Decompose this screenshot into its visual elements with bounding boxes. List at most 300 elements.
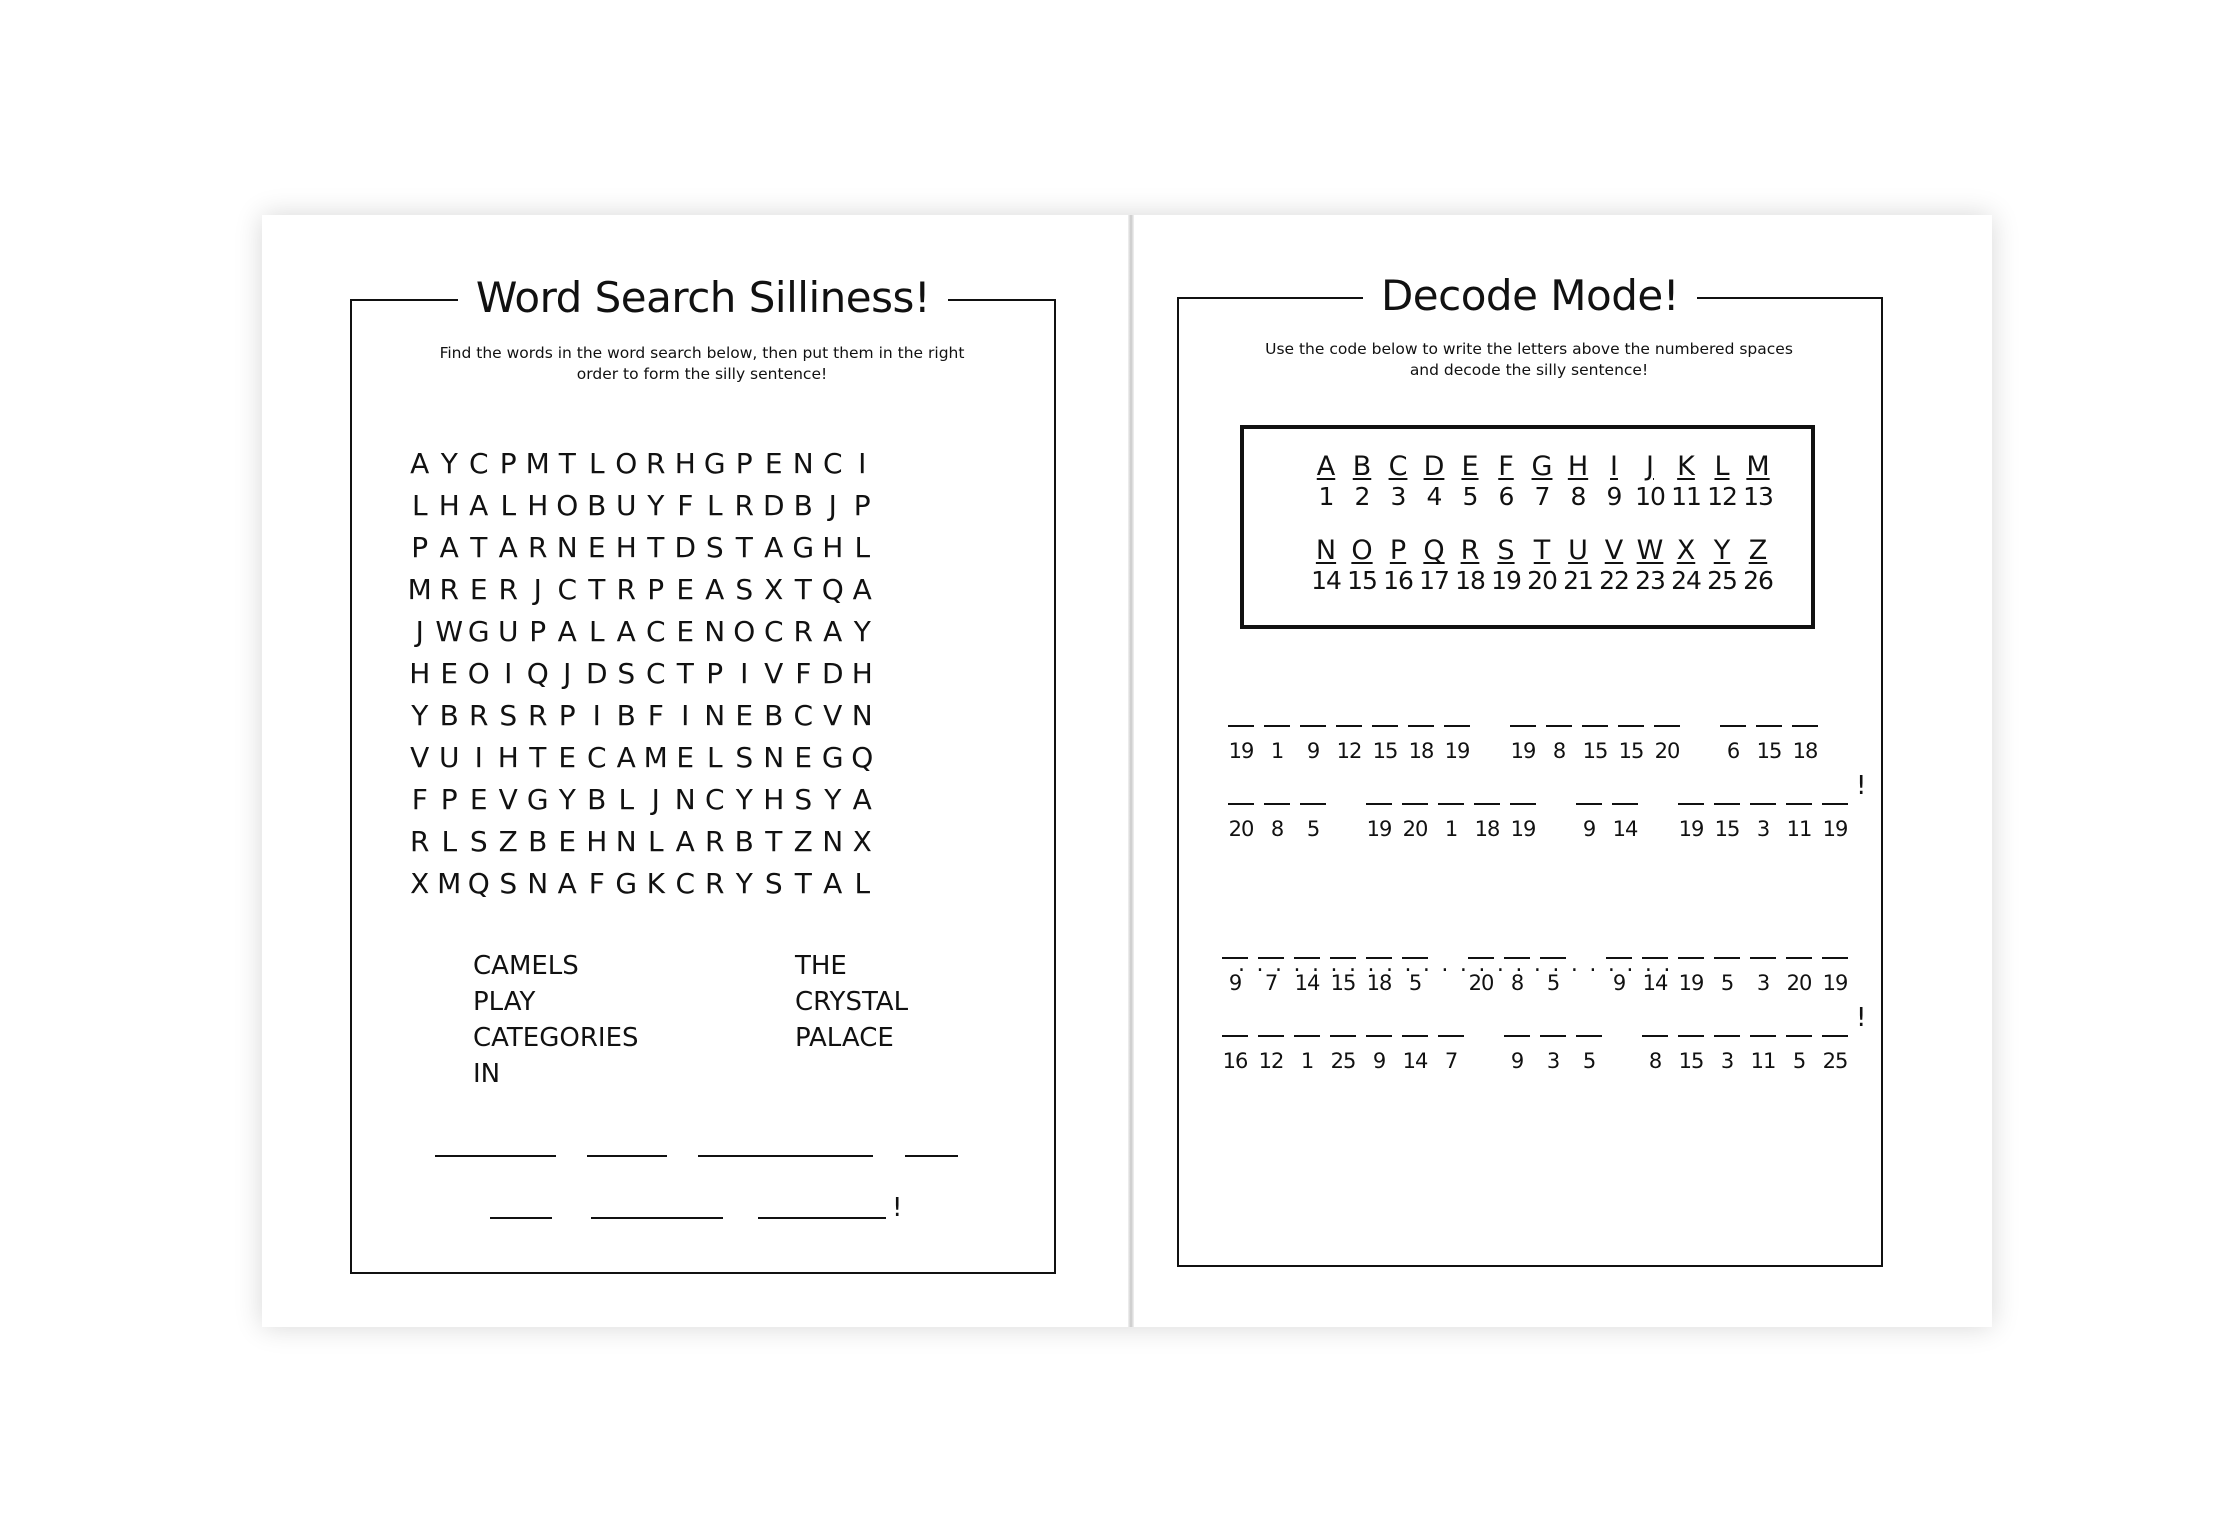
letter-blank[interactable] (1714, 803, 1740, 805)
grid-letter[interactable]: E (735, 699, 754, 732)
grid-letter[interactable]: B (587, 489, 607, 522)
code-number: 12 (1707, 482, 1737, 511)
grid-letter[interactable]: Y (411, 699, 429, 732)
grid-letter[interactable]: V (410, 741, 430, 774)
letter-slot[interactable] (1746, 803, 1780, 841)
code-key-cell (1308, 536, 1344, 596)
grid-letter[interactable]: C (822, 447, 843, 480)
letter-blank[interactable] (1582, 725, 1608, 727)
letter-blank[interactable] (1822, 803, 1848, 805)
grid-letter[interactable]: L (411, 489, 428, 522)
grid-letter[interactable]: F (588, 867, 605, 900)
letter-blank[interactable] (1576, 1035, 1602, 1037)
letter-slot[interactable] (1440, 725, 1474, 763)
grid-letter[interactable]: B (528, 825, 548, 858)
letter-blank[interactable] (1678, 1035, 1704, 1037)
grid-letter[interactable]: A (557, 615, 577, 648)
slot-number: 16 (1222, 1049, 1248, 1073)
grid-letter[interactable]: E (469, 573, 488, 606)
grid-letter[interactable]: D (762, 489, 785, 522)
grid-letter[interactable]: I (681, 699, 690, 732)
grid-letter[interactable]: Q (851, 741, 874, 774)
grid-letter[interactable]: M (407, 573, 432, 606)
letter-blank[interactable] (1786, 957, 1812, 959)
grid-letter[interactable]: A (616, 615, 636, 648)
letter-blank[interactable] (1408, 725, 1434, 727)
letter-slot[interactable] (1782, 803, 1816, 841)
grid-letter[interactable]: A (439, 531, 459, 564)
grid-letter[interactable]: T (647, 531, 665, 564)
grid-letter[interactable]: N (792, 447, 814, 480)
letter-blank[interactable] (1750, 1035, 1776, 1037)
letter-slot[interactable] (1710, 803, 1744, 841)
grid-letter[interactable]: B (439, 699, 459, 732)
grid-letter[interactable]: X (852, 825, 872, 858)
grid-letter[interactable]: F (795, 657, 812, 690)
letter-blank[interactable] (1750, 957, 1776, 959)
letter-blank[interactable] (1504, 1035, 1530, 1037)
grid-letter[interactable]: N (704, 699, 726, 732)
letter-slot[interactable] (1746, 1035, 1780, 1073)
letter-blank[interactable] (1678, 803, 1704, 805)
grid-letter[interactable]: X (410, 867, 430, 900)
letter-slot[interactable] (1788, 725, 1822, 763)
letter-blank[interactable] (1576, 803, 1602, 805)
grid-letter[interactable]: E (764, 447, 783, 480)
code-key-cell (1668, 536, 1704, 596)
grid-letter[interactable]: G (615, 867, 638, 900)
letter-slot[interactable] (1500, 1035, 1534, 1073)
letter-slot[interactable] (1746, 957, 1780, 995)
grid-letter[interactable]: R (498, 573, 518, 606)
grid-letter[interactable]: P (647, 573, 665, 606)
grid-letter[interactable]: E (676, 615, 695, 648)
grid-letter[interactable]: U (498, 615, 519, 648)
letter-blank[interactable] (1678, 957, 1704, 959)
letter-slot[interactable] (1296, 725, 1330, 763)
letter-blank[interactable] (1618, 725, 1644, 727)
grid-letter[interactable]: E (587, 531, 606, 564)
letter-blank[interactable] (1228, 803, 1254, 805)
grid-letter[interactable]: S (499, 699, 518, 732)
grid-letter[interactable]: J (651, 783, 660, 816)
grid-letter[interactable]: H (497, 741, 519, 774)
grid-letter[interactable]: G (467, 615, 490, 648)
letter-slot[interactable] (1254, 1035, 1288, 1073)
letter-slot[interactable] (1752, 725, 1786, 763)
letter-slot[interactable] (1398, 803, 1432, 841)
letter-slot[interactable] (1260, 803, 1294, 841)
letter-slot[interactable] (1260, 725, 1294, 763)
letter-slot[interactable] (1674, 803, 1708, 841)
grid-letter[interactable]: Z (793, 825, 813, 858)
grid-letter[interactable]: A (823, 615, 843, 648)
letter-slot[interactable] (1326, 1035, 1360, 1073)
grid-letter[interactable]: Q (467, 867, 490, 900)
letter-blank[interactable] (1300, 725, 1326, 727)
letter-blank[interactable] (1822, 1035, 1848, 1037)
letter-slot[interactable] (1296, 803, 1330, 841)
letter-slot[interactable] (1572, 803, 1606, 841)
grid-letter[interactable]: F (411, 783, 428, 816)
grid-letter[interactable]: E (676, 741, 695, 774)
letter-slot[interactable] (1542, 725, 1576, 763)
grid-letter[interactable]: S (499, 867, 518, 900)
letter-blank[interactable] (1438, 1035, 1464, 1037)
letter-blank[interactable] (1540, 1035, 1566, 1037)
grid-letter[interactable]: N (674, 783, 696, 816)
grid-letter[interactable]: X (764, 573, 784, 606)
grid-letter[interactable]: N (615, 825, 637, 858)
grid-letter[interactable]: P (558, 699, 576, 732)
grid-letter[interactable]: T (558, 447, 576, 480)
code-letter: R (1460, 535, 1480, 566)
grid-letter[interactable]: Z (498, 825, 518, 858)
letter-blank[interactable] (1510, 803, 1536, 805)
grid-letter[interactable]: T (470, 531, 488, 564)
grid-letter[interactable]: L (647, 825, 664, 858)
letter-slot[interactable] (1572, 1035, 1606, 1073)
letter-slot[interactable] (1332, 725, 1366, 763)
grid-letter[interactable]: P (529, 615, 547, 648)
letter-blank[interactable] (1786, 803, 1812, 805)
word-list-item: IN (473, 1059, 501, 1089)
grid-letter[interactable]: I (592, 699, 601, 732)
letter-slot[interactable] (1782, 957, 1816, 995)
slot-number: 18 (1792, 739, 1818, 763)
letter-slot[interactable] (1362, 1035, 1396, 1073)
grid-letter[interactable]: S (705, 531, 724, 564)
letter-blank[interactable] (1330, 1035, 1356, 1037)
grid-letter[interactable]: D (821, 657, 844, 690)
grid-letter[interactable]: H (409, 657, 431, 690)
letter-blank[interactable] (1792, 725, 1818, 727)
letter-slot[interactable] (1404, 725, 1438, 763)
code-number: 17 (1419, 566, 1449, 595)
slot-number: 20 (1228, 817, 1254, 841)
letter-blank[interactable] (1336, 725, 1362, 727)
letter-blank[interactable] (1474, 803, 1500, 805)
grid-letter[interactable]: R (705, 867, 725, 900)
grid-letter[interactable]: A (852, 783, 872, 816)
grid-letter[interactable]: T (794, 867, 812, 900)
grid-letter[interactable]: L (588, 615, 605, 648)
answer-blank[interactable] (587, 1155, 667, 1157)
letter-slot[interactable] (1716, 725, 1750, 763)
grid-letter[interactable]: Y (647, 489, 665, 522)
grid-letter[interactable]: D (674, 531, 697, 564)
grid-letter[interactable]: C (557, 573, 578, 606)
code-number: 7 (1534, 482, 1550, 511)
letter-slot[interactable] (1434, 1035, 1468, 1073)
grid-letter[interactable]: E (469, 783, 488, 816)
grid-letter[interactable]: T (529, 741, 547, 774)
grid-letter[interactable]: R (616, 573, 636, 606)
grid-letter[interactable]: C (763, 615, 784, 648)
grid-letter[interactable]: T (794, 573, 812, 606)
letter-blank[interactable] (1222, 1035, 1248, 1037)
letter-blank[interactable] (1264, 725, 1290, 727)
grid-letter[interactable]: L (854, 867, 871, 900)
grid-letter[interactable]: G (821, 741, 844, 774)
letter-blank[interactable] (1372, 725, 1398, 727)
letter-slot[interactable] (1614, 725, 1648, 763)
grid-letter[interactable]: P (853, 489, 871, 522)
letter-slot[interactable] (1368, 725, 1402, 763)
letter-blank[interactable] (1612, 803, 1638, 805)
letter-blank[interactable] (1654, 725, 1680, 727)
letter-blank[interactable] (1510, 725, 1536, 727)
grid-letter[interactable]: E (794, 741, 813, 774)
grid-letter[interactable]: P (735, 447, 753, 480)
grid-letter[interactable]: A (705, 573, 725, 606)
letter-slot[interactable] (1674, 1035, 1708, 1073)
letter-blank[interactable] (1444, 725, 1470, 727)
letter-blank[interactable] (1786, 1035, 1812, 1037)
grid-letter[interactable]: L (500, 489, 517, 522)
letter-slot[interactable] (1362, 803, 1396, 841)
grid-letter[interactable]: Y (735, 867, 753, 900)
grid-letter[interactable]: R (469, 699, 489, 732)
grid-letter[interactable]: B (587, 783, 607, 816)
grid-letter[interactable]: P (440, 783, 458, 816)
answer-blank[interactable] (490, 1217, 552, 1219)
answer-blank[interactable] (905, 1155, 958, 1157)
letter-slot[interactable] (1650, 725, 1684, 763)
code-letter: S (1497, 535, 1515, 566)
grid-letter[interactable]: H (763, 783, 785, 816)
grid-letter[interactable]: J (415, 615, 424, 648)
grid-letter[interactable]: M (643, 741, 668, 774)
grid-letter[interactable]: Y (558, 783, 576, 816)
grid-letter[interactable]: A (469, 489, 489, 522)
grid-letter[interactable]: V (823, 699, 843, 732)
grid-letter[interactable]: N (527, 867, 549, 900)
grid-letter[interactable]: R (705, 825, 725, 858)
letter-slot[interactable] (1506, 725, 1540, 763)
grid-letter[interactable]: C (675, 867, 696, 900)
answer-blank[interactable] (758, 1217, 886, 1219)
answer-blank[interactable] (698, 1155, 873, 1157)
grid-letter[interactable]: S (617, 657, 636, 690)
letter-blank[interactable] (1714, 1035, 1740, 1037)
grid-row (405, 737, 877, 779)
grid-letter[interactable]: J (828, 489, 837, 522)
word-list-item: CAMELS (473, 951, 579, 981)
grid-letter[interactable]: R (646, 447, 666, 480)
grid-letter[interactable]: R (410, 825, 430, 858)
grid-letter[interactable]: L (441, 825, 458, 858)
grid-letter[interactable]: C (645, 615, 666, 648)
letter-slot[interactable] (1290, 1035, 1324, 1073)
grid-letter[interactable]: Y (735, 783, 753, 816)
grid-letter[interactable]: I (858, 447, 867, 480)
grid-letter[interactable]: Q (821, 573, 844, 606)
grid-letter[interactable]: I (740, 657, 749, 690)
grid-letter[interactable]: R (734, 489, 754, 522)
grid-letter[interactable]: N (822, 825, 844, 858)
decode-title-wrap (1177, 271, 1883, 320)
grid-letter[interactable]: F (677, 489, 694, 522)
grid-letter[interactable]: R (793, 615, 813, 648)
grid-letter[interactable]: G (703, 447, 726, 480)
grid-letter[interactable]: B (616, 699, 636, 732)
grid-letter[interactable]: N (556, 531, 578, 564)
letter-slot[interactable] (1782, 1035, 1816, 1073)
letter-blank[interactable] (1366, 803, 1392, 805)
grid-letter[interactable]: B (793, 489, 813, 522)
letter-slot[interactable] (1536, 1035, 1570, 1073)
letter-slot[interactable] (1224, 725, 1258, 763)
grid-letter[interactable]: L (588, 447, 605, 480)
grid-letter[interactable]: H (438, 489, 460, 522)
grid-letter[interactable]: A (410, 447, 430, 480)
grid-letter[interactable]: B (764, 699, 784, 732)
grid-letter[interactable]: L (618, 783, 635, 816)
grid-letter[interactable]: H (527, 489, 549, 522)
letter-blank[interactable] (1264, 803, 1290, 805)
grid-letter[interactable]: C (468, 447, 489, 480)
grid-letter[interactable]: Y (440, 447, 458, 480)
grid-letter[interactable]: L (706, 489, 723, 522)
letter-slot[interactable] (1608, 803, 1642, 841)
letter-blank[interactable] (1720, 725, 1746, 727)
grid-letter[interactable]: T (588, 573, 606, 606)
letter-blank[interactable] (1750, 803, 1776, 805)
letter-slot[interactable] (1818, 1035, 1852, 1073)
grid-letter[interactable]: U (616, 489, 637, 522)
grid-letter[interactable]: E (558, 741, 577, 774)
grid-letter[interactable]: H (674, 447, 696, 480)
grid-letter[interactable]: S (735, 573, 754, 606)
letter-slot[interactable] (1710, 1035, 1744, 1073)
letter-slot[interactable] (1818, 957, 1852, 995)
letter-blank[interactable] (1438, 803, 1464, 805)
letter-blank[interactable] (1714, 957, 1740, 959)
grid-letter[interactable]: H (586, 825, 608, 858)
grid-letter[interactable]: G (792, 531, 815, 564)
grid-letter[interactable]: V (764, 657, 784, 690)
grid-letter[interactable]: W (435, 615, 464, 648)
grid-letter[interactable]: T (735, 531, 753, 564)
grid-letter[interactable]: E (676, 573, 695, 606)
grid-letter[interactable]: R (439, 573, 459, 606)
grid-letter[interactable]: N (763, 741, 785, 774)
grid-letter[interactable]: C (704, 783, 725, 816)
letter-blank[interactable] (1366, 1035, 1392, 1037)
grid-letter[interactable]: M (437, 867, 462, 900)
grid-letter[interactable]: C (793, 699, 814, 732)
grid-letter[interactable]: L (706, 741, 723, 774)
grid-letter[interactable]: H (822, 531, 844, 564)
grid-letter[interactable]: C (645, 657, 666, 690)
letter-blank[interactable] (1294, 1035, 1320, 1037)
grid-letter[interactable]: E (558, 825, 577, 858)
grid-letter[interactable]: O (615, 447, 638, 480)
grid-letter[interactable]: U (439, 741, 460, 774)
letter-slot[interactable] (1224, 803, 1258, 841)
grid-letter[interactable]: S (764, 867, 783, 900)
grid-letter[interactable]: A (616, 741, 636, 774)
grid-letter[interactable]: H (851, 657, 873, 690)
grid-letter[interactable]: B (734, 825, 754, 858)
grid-letter[interactable]: P (499, 447, 517, 480)
letter-slot[interactable] (1578, 725, 1612, 763)
grid-letter[interactable]: O (556, 489, 579, 522)
letter-slot[interactable] (1506, 803, 1540, 841)
grid-letter[interactable]: K (646, 867, 665, 900)
grid-letter[interactable]: R (528, 531, 548, 564)
grid-letter[interactable]: P (411, 531, 429, 564)
letter-blank[interactable] (1402, 1035, 1428, 1037)
letter-slot[interactable] (1218, 1035, 1252, 1073)
grid-letter[interactable]: H (615, 531, 637, 564)
grid-letter[interactable]: G (526, 783, 549, 816)
grid-letter[interactable]: S (469, 825, 488, 858)
grid-letter[interactable]: A (823, 867, 843, 900)
letter-slot[interactable] (1638, 1035, 1672, 1073)
grid-letter[interactable]: E (440, 657, 459, 690)
grid-letter[interactable]: A (852, 573, 872, 606)
letter-slot[interactable] (1710, 957, 1744, 995)
grid-letter[interactable]: I (474, 741, 483, 774)
letter-blank[interactable] (1258, 1035, 1284, 1037)
code-letter: J (1646, 451, 1654, 482)
grid-letter[interactable]: I (504, 657, 513, 690)
letter-blank[interactable] (1642, 1035, 1668, 1037)
letter-blank[interactable] (1822, 957, 1848, 959)
grid-letter[interactable]: N (704, 615, 726, 648)
letter-blank[interactable] (1546, 725, 1572, 727)
grid-letter[interactable]: T (676, 657, 694, 690)
grid-letter[interactable]: Q (526, 657, 549, 690)
letter-blank[interactable] (1756, 725, 1782, 727)
code-key-cell (1380, 452, 1416, 512)
grid-letter[interactable]: S (735, 741, 754, 774)
letter-blank[interactable] (1228, 725, 1254, 727)
grid-letter[interactable]: F (647, 699, 664, 732)
grid-letter[interactable]: N (851, 699, 873, 732)
letter-slot[interactable] (1470, 803, 1504, 841)
grid-letter[interactable]: O (467, 657, 490, 690)
grid-letter[interactable]: A (557, 867, 577, 900)
answer-blank[interactable] (435, 1155, 556, 1157)
grid-letter[interactable]: A (498, 531, 518, 564)
grid-letter[interactable]: V (498, 783, 518, 816)
grid-letter[interactable]: A (675, 825, 695, 858)
grid-letter[interactable]: S (794, 783, 813, 816)
grid-letter[interactable]: J (533, 573, 542, 606)
grid-letter[interactable]: T (765, 825, 783, 858)
grid-letter[interactable]: Y (824, 783, 842, 816)
letter-blank[interactable] (1402, 803, 1428, 805)
letter-slot[interactable] (1818, 803, 1852, 841)
grid-letter[interactable]: C (586, 741, 607, 774)
letter-slot[interactable] (1398, 1035, 1432, 1073)
letter-slot[interactable] (1434, 803, 1468, 841)
letter-blank[interactable] (1300, 803, 1326, 805)
grid-letter[interactable]: O (733, 615, 756, 648)
grid-letter[interactable]: P (706, 657, 724, 690)
grid-letter[interactable]: Y (853, 615, 871, 648)
grid-letter[interactable]: L (854, 531, 871, 564)
grid-letter[interactable]: M (525, 447, 550, 480)
answer-blank[interactable] (591, 1217, 723, 1219)
grid-letter[interactable]: J (563, 657, 572, 690)
grid-letter[interactable]: A (764, 531, 784, 564)
grid-letter[interactable]: D (585, 657, 608, 690)
grid-letter[interactable]: R (528, 699, 548, 732)
